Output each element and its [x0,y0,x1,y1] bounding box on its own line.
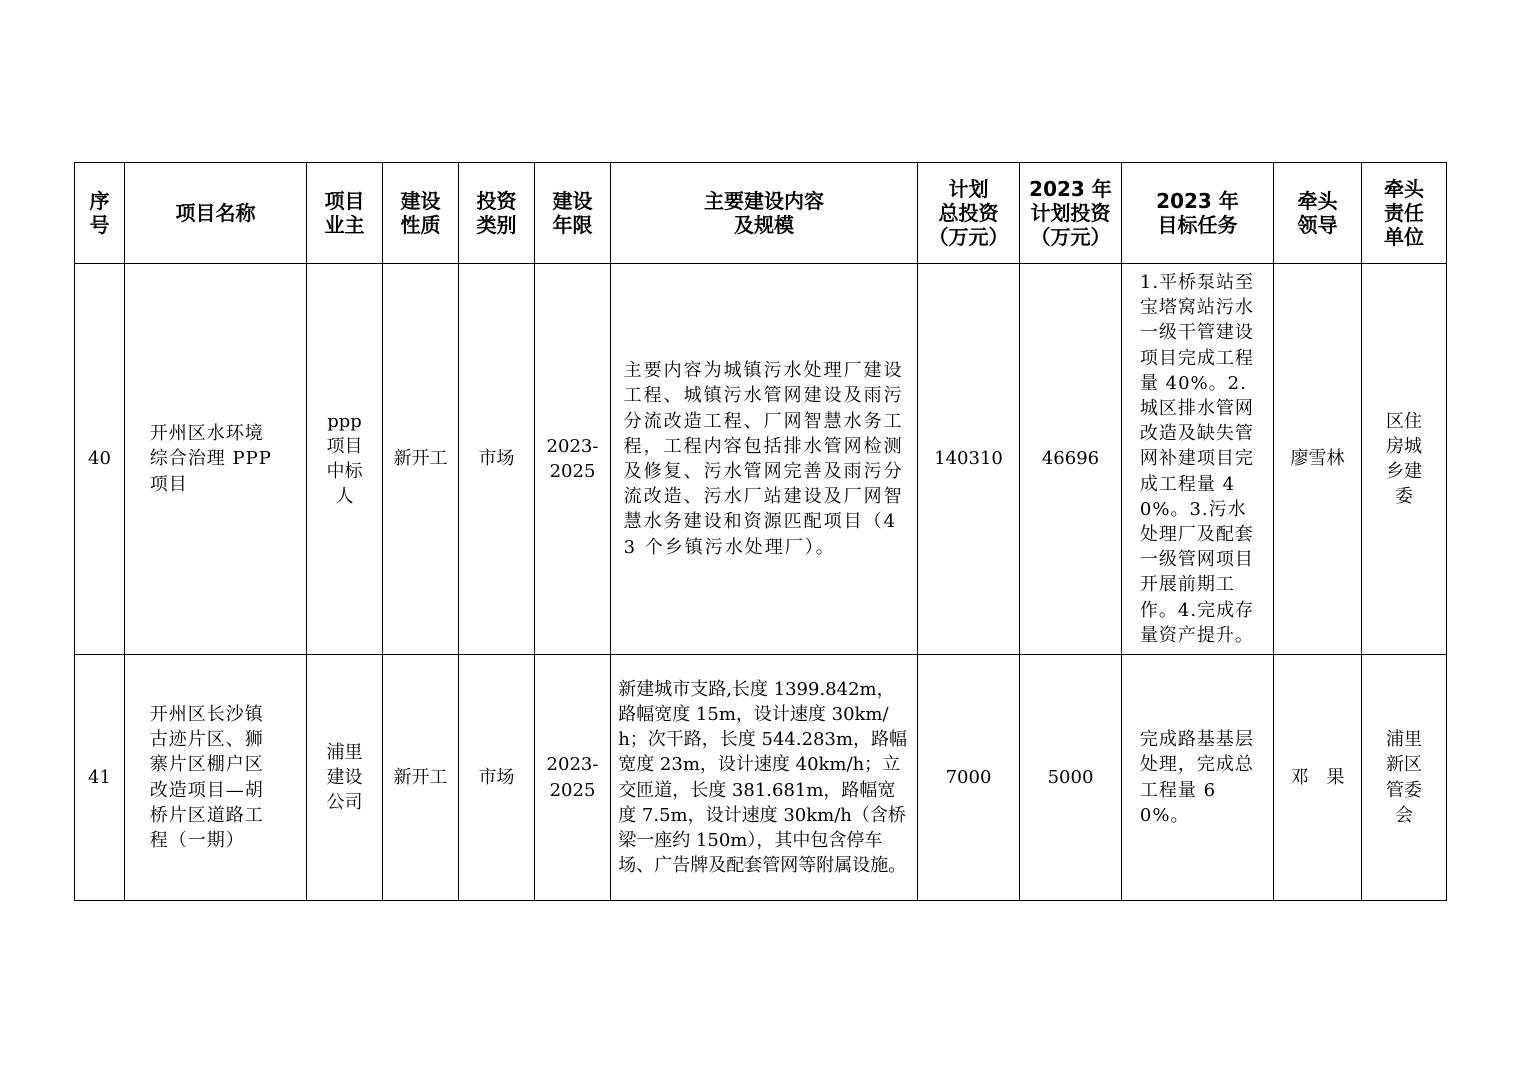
cell-seq: 40 [75,264,125,655]
table-row [75,655,1447,901]
cell-unit: 浦里新区管委会 [1362,655,1447,901]
cell-target: 1.平桥泵站至宝塔窝站污水一级干管建设项目完成工程量 40%。2.城区排水管网改造及缺失管网补建项目完成工程量 40%。3.污水处理厂及配套一级管网项目开展前期工作。4.完成存量资产提升。 [1122,264,1274,655]
header-owner: 项目业主 [307,163,383,264]
cell-nature: 新开工 [383,264,459,655]
cell-unit: 区住房城乡建委 [1362,264,1447,655]
cell-plan-2023: 46696 [1020,264,1122,655]
cell-name: 开州区水环境综合治理 PPP 项目 [125,264,307,655]
cell-total: 140310 [918,264,1020,655]
header-content: 主要建设内容 及规模 [611,163,918,264]
cell-period: 2023-2025 [535,655,611,901]
table-row [75,264,1447,655]
header-total: 计划 总投资 （万元） [918,163,1020,264]
header-name: 项目名称 [125,163,307,264]
cell-nature: 新开工 [383,655,459,901]
cell-invest-type: 市场 [459,655,535,901]
cell-leader: 邓 果 [1274,655,1362,901]
header-seq: 序号 [75,163,125,264]
header-leader: 牵头领导 [1274,163,1362,264]
header-plan-2023: 2023 年 计划投资 （万元） [1020,163,1122,264]
cell-content: 新建城市支路,长度 1399.842m，路幅宽度 15m，设计速度 30km/h；次干路，长度 544.283m，路幅宽度 23m，设计速度 40km/h；立交匝道，长度 381.681m，路幅宽度 7.5m，设计速度 30km/h（含桥梁一座约 150m），其中包含停车场、广告牌及配套管网等附属设施。 [611,655,918,901]
header-nature: 建设性质 [383,163,459,264]
cell-owner: ppp 项目中标人 [307,264,383,655]
header-row [75,163,1447,264]
header-invest-type: 投资类别 [459,163,535,264]
cell-owner: 浦里建设公司 [307,655,383,901]
project-table [74,162,1447,901]
header-target: 2023 年 目标任务 [1122,163,1274,264]
cell-name: 开州区长沙镇古迹片区、狮寨片区棚户区改造项目—胡桥片区道路工程（一期） [125,655,307,901]
cell-period: 2023-2025 [535,264,611,655]
cell-content: 主要内容为城镇污水处理厂建设工程、城镇污水管网建设及雨污分流改造工程、厂网智慧水务工程，工程内容包括排水管网检测及修复、污水管网完善及雨污分流改造、污水厂站建设及厂网智慧水务建设和资源匹配项目（43 个乡镇污水处理厂）。 [611,264,918,655]
header-unit: 牵头责任单位 [1362,163,1447,264]
header-period: 建设年限 [535,163,611,264]
cell-seq: 41 [75,655,125,901]
cell-target: 完成路基基层处理，完成总工程量 60%。 [1122,655,1274,901]
cell-plan-2023: 5000 [1020,655,1122,901]
cell-total: 7000 [918,655,1020,901]
cell-leader: 廖雪林 [1274,264,1362,655]
cell-invest-type: 市场 [459,264,535,655]
